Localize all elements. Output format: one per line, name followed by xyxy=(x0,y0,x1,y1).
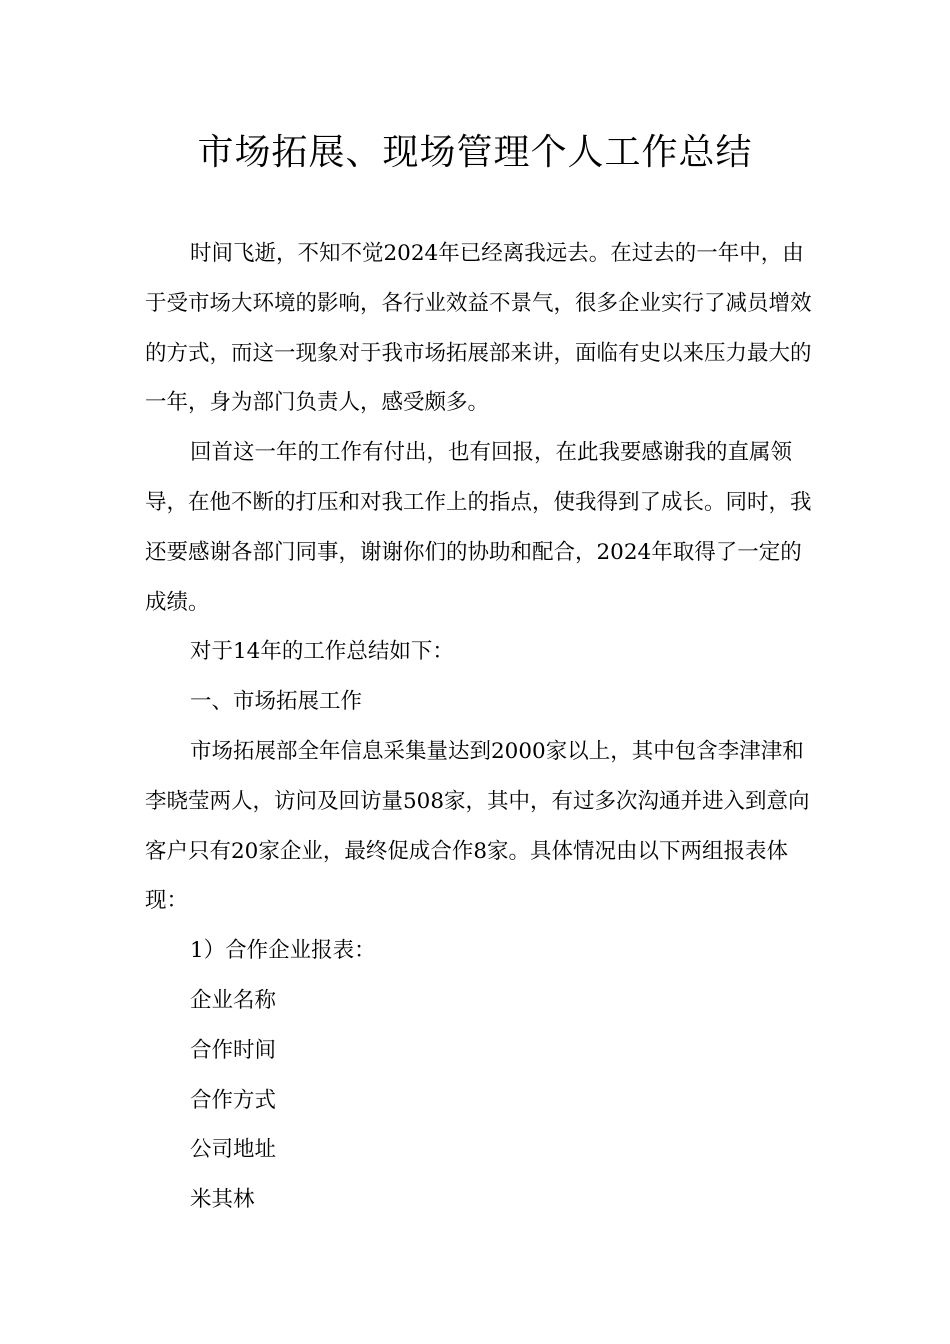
report-field-company-name: 企业名称 xyxy=(190,987,277,1013)
section-heading-market-expansion: 一、市场拓展工作 xyxy=(190,689,363,715)
paragraph-market-stats: 市场拓展部全年信息采集量达到2000家以上，其中包含李津津和李晓莹两人，访问及回访量508家，其中，有过多次沟通并进入到意向客户只有20家企业，最终促成合作8家。具体情况由以下两组报表体现： xyxy=(145,738,810,914)
report-heading: 1）合作企业报表： xyxy=(190,938,376,964)
report-field-company-address: 公司地址 xyxy=(190,1137,277,1163)
report-field-company-entry: 米其林 xyxy=(190,1187,255,1213)
report-field-cooperation-mode: 合作方式 xyxy=(190,1087,277,1113)
paragraph-summary-lead: 对于14年的工作总结如下： xyxy=(190,639,454,665)
paragraph-intro: 时间飞逝，不知不觉2024年已经离我远去。在过去的一年中，由于受市场大环境的影响，各行业效益不景气，很多企业实行了减员增效的方式，而这一现象对于我市场拓展部来讲，面临有史以来压力最大的一年，身为部门负责人，感受颇多。 xyxy=(145,241,812,416)
paragraph-thanks: 回首这一年的工作有付出，也有回报，在此我要感谢我的直属领导，在他不断的打压和对我工作上的指点，使我得到了成长。同时，我还要感谢各部门同事，谢谢你们的协助和配合，2024年取得了一定的成绩。 xyxy=(145,440,812,615)
report-field-cooperation-time: 合作时间 xyxy=(190,1037,277,1063)
document-title: 市场拓展、现场管理个人工作总结 xyxy=(197,132,753,173)
document-body xyxy=(145,229,820,1225)
